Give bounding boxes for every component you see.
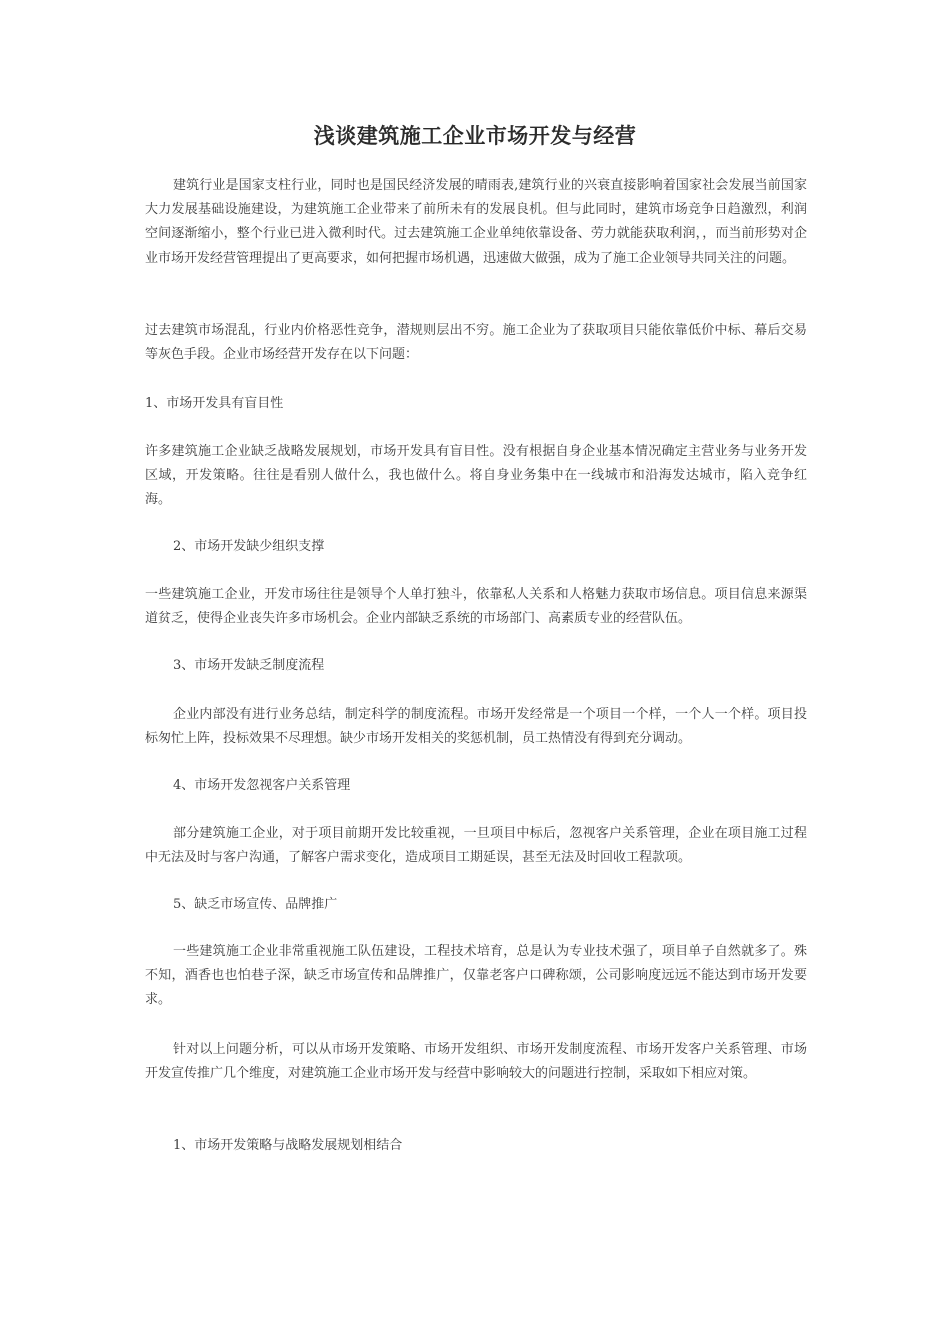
- paragraph-problem-5: 一些建筑施工企业非常重视施工队伍建设，工程技术培育，总是认为专业技术强了，项目单子自然就多了。殊不知，酒香也也怕巷子深，缺乏市场宣传和品牌推广，仅靠老客户口碑称颂，公司影响度远远不能达到市场开发要求。: [145, 944, 807, 1008]
- paragraph-problem-3: 企业内部没有进行业务总结，制定科学的制度流程。市场开发经常是一个项目一个样，一个人一个样。项目投标匆忙上阵，投标效果不尽理想。缺少市场开发相关的奖惩机制，员工热情没有得到充分调动。: [145, 707, 807, 747]
- paragraph-problem-4: 部分建筑施工企业，对于项目前期开发比较重视，一旦项目中标后，忽视客户关系管理，企业在项目施工过程中无法及时与客户沟通，了解客户需求变化，造成项目工期延误，甚至无法及时回收工程款项。: [145, 826, 807, 866]
- section-heading-1: 1、市场开发具有盲目性: [145, 396, 284, 411]
- paragraph-countermeasures-intro: 针对以上问题分析，可以从市场开发策略、市场开发组织、市场开发制度流程、市场开发客户关系管理、市场开发宣传推广几个维度，对建筑施工企业市场开发与经营中影响较大的问题进行控制，采取如下相应对策。: [145, 1042, 807, 1082]
- paragraph-problem-2: 一些建筑施工企业，开发市场往往是领导个人单打独斗，依靠私人关系和人格魅力获取市场信息。项目信息来源渠道贫乏，使得企业丧失许多市场机会。企业内部缺乏系统的市场部门、高素质专业的经营队伍。: [145, 587, 807, 627]
- section-heading-2: 2、市场开发缺少组织支撑: [173, 539, 325, 554]
- paragraph-problems-intro: 过去建筑市场混乱，行业内价格恶性竞争，潜规则层出不穷。施工企业为了获取项目只能依靠低价中标、幕后交易等灰色手段。企业市场经营开发存在以下问题：: [145, 323, 807, 363]
- document-title: 浅谈建筑施工企业市场开发与经营: [313, 124, 637, 148]
- section-heading-5: 5、缺乏市场宣传、品牌推广: [173, 897, 338, 912]
- paragraph-intro: 建筑行业是国家支柱行业，同时也是国民经济发展的晴雨表,建筑行业的兴衰直接影响着国家社会发展当前国家大力发展基础设施建设，为建筑施工企业带来了前所未有的发展良机。但与此同时，建筑市场竞争日趋激烈，利润空间逐渐缩小，整个行业已进入微利时代。过去建筑施工企业单纯依靠设备、劳力就能获取利润，，而当前形势对企业市场开发经营管理提出了更高要求，如何把握市场机遇，迅速做大做强，成为了施工企业领导共同关注的问题。: [145, 178, 807, 266]
- section-heading-3: 3、市场开发缺乏制度流程: [173, 658, 325, 673]
- section-heading-4: 4、市场开发忽视客户关系管理: [173, 778, 351, 793]
- section-heading-6: 1、市场开发策略与战略发展规划相结合: [173, 1138, 403, 1153]
- paragraph-problem-1: 许多建筑施工企业缺乏战略发展规划，市场开发具有盲目性。没有根据自身企业基本情况确定主营业务与业务开发区域，开发策略。往往是看别人做什么，我也做什么。将自身业务集中在一线城市和沿海发达城市，陷入竞争红海。: [145, 444, 807, 508]
